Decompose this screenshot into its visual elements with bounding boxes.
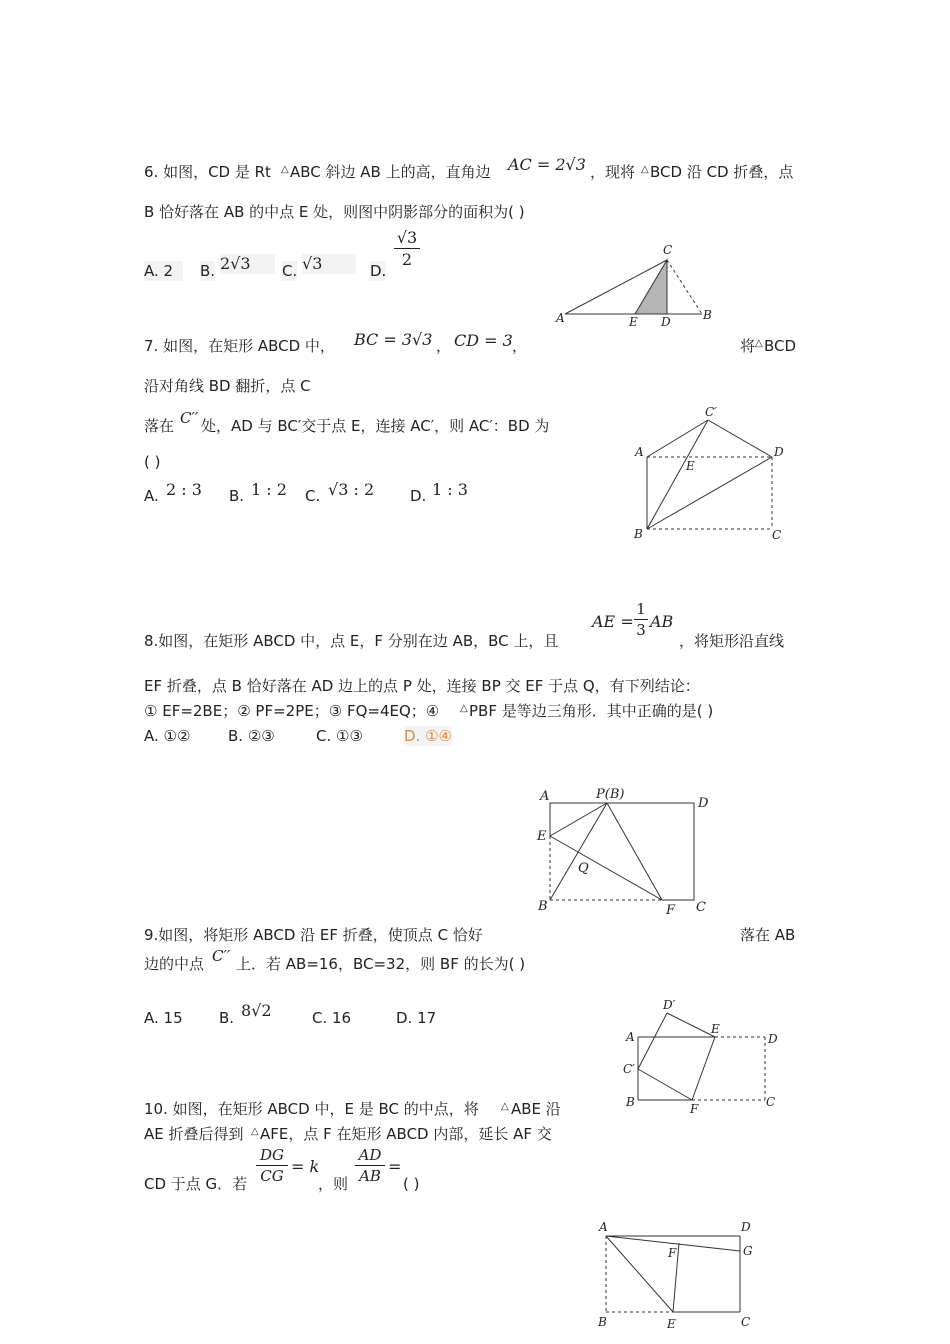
q7-sep2: ， [512,337,528,355]
q6-ac-formula: AC = 2√3 [508,155,586,174]
segment-c-prime-d [708,420,772,457]
q10-figure [590,1215,770,1340]
q7-text-d: 落在 [144,417,175,435]
q10-equals: = [388,1157,402,1176]
point-label-c: C [663,243,673,257]
q10-text-d: AFE，点 F 在矩形 ABCD 内部，延长 AF 交 [260,1125,552,1143]
q10-text-e: CD 于点 G．若 [144,1175,248,1193]
q8-ae-right: AB [650,612,674,631]
point-label-d: D [661,315,671,329]
point-label-e: E [629,315,638,329]
q7-c-prime: C′′ [180,409,199,427]
q9-option-b-value[interactable]: 8√2 [241,1001,272,1020]
q7-figure [630,400,790,545]
q9-option-d[interactable]: D. 17 [396,1009,437,1027]
point-label-c: C [772,528,782,542]
point-label-q: Q [578,861,589,876]
segment-bd [647,457,772,529]
q7-cd-formula: CD = 3 [454,331,513,350]
q7-line2: 沿对角线 BD 翻折，点 C [144,377,311,395]
q6-option-b-label[interactable]: B. [200,262,216,280]
segment-ef [692,1037,715,1100]
q8-ae-left: AE = [592,612,634,631]
q8-option-b[interactable]: B. ②③ [228,727,275,745]
fraction-numerator: DG [259,1146,284,1164]
q6-option-c-value[interactable]: √3 [302,254,356,274]
point-label-b: B [626,1095,635,1109]
q7-line4: ( ) [144,453,161,471]
point-label-a: A [556,311,565,325]
q8-text-d: PBF 是等边三角形．其中正确的是( ) [469,702,714,720]
point-label-d: D [774,445,784,459]
q9-c-prime: C′′ [212,947,231,965]
q8-text-b: ，将矩形沿直线 [679,632,785,650]
point-label-p: P(B) [596,787,625,802]
point-label-b: B [703,308,712,322]
point-label-f: F [690,1102,699,1116]
q6-text-a: 6. 如图，CD 是 Rt [144,163,271,181]
point-label-a: A [635,445,644,459]
q9-text-d: 上．若 AB=16，BC=32，则 BF 的长为( ) [236,955,526,973]
point-label-a: A [599,1220,608,1234]
point-label-e: E [667,1317,676,1331]
triangle-icon: △ [281,164,289,175]
q7-option-a-value[interactable]: 2 : 3 [166,480,202,499]
q10-text-a: 10. 如图，在矩形 ABCD 中，E 是 BC 的中点，将 [144,1100,479,1118]
q8-fraction [634,600,648,639]
q10-text-f: ，则 [318,1175,349,1193]
q7-option-d-value[interactable]: 1 : 3 [432,480,468,499]
point-label-d-prime: D′ [663,998,676,1012]
point-label-c: C [741,1315,751,1329]
segment-c-prime-f [638,1069,692,1100]
q10-fraction-ad-ab [355,1146,385,1185]
point-label-a: A [626,1030,635,1044]
segment-ae [606,1236,673,1312]
q8-text-c: ① EF=2BE；② PF=2PE；③ FQ=4EQ；④ [144,702,440,720]
fraction-numerator: 1 [636,600,646,618]
triangle-icon: △ [755,338,763,349]
point-label-c-prime: C′ [623,1062,635,1076]
q7-option-c-label[interactable]: C. [305,487,321,505]
q9-option-c[interactable]: C. 16 [312,1009,352,1027]
q9-option-a[interactable]: A. 15 [144,1009,183,1027]
q10-text-c: AE 折叠后得到 [144,1125,244,1143]
q10-equals-k: = k [291,1157,320,1176]
q9-option-b-label[interactable]: B. [219,1009,235,1027]
q6-option-a[interactable]: A. 2 [144,261,183,281]
q6-option-d-fraction[interactable] [394,228,420,269]
q8-option-d[interactable]: D. ①④ [404,727,452,745]
q9-text-b: 落在 AB [740,926,796,944]
point-label-b: B [538,899,548,914]
q7-bc-formula: BC = 3√3 [354,330,433,349]
point-label-b: B [634,527,643,541]
q7-text-b: 将 [740,337,756,355]
q7-text-a: 7. 如图，在矩形 ABCD 中， [144,337,335,355]
point-label-e: E [711,1022,720,1036]
q6-option-b-value[interactable]: 2√3 [220,254,275,274]
q8-line2: EF 折叠，点 B 恰好落在 AD 边上的点 P 处，连接 BP 交 EF 于点 Q，有下列结论： [144,677,700,695]
q6-figure [555,243,715,328]
fraction-denominator: 3 [636,621,646,639]
point-label-e: E [686,459,695,473]
q6-option-c-label[interactable]: C. [282,262,298,280]
segment-c-prime-d-prime [638,1013,667,1069]
q6-text-b: ABC 斜边 AB 上的高，直角边 [290,163,491,181]
q9-text-c: 边的中点 [144,955,205,973]
q7-option-a-label[interactable]: A. [144,487,159,505]
point-label-b: B [598,1315,607,1329]
q6-line2: B 恰好落在 AB 的中点 E 处，则图中阴影部分的面积为( ) [144,203,525,221]
segment-ep [550,803,607,836]
q7-option-b-label[interactable]: B. [229,487,245,505]
q7-option-d-label[interactable]: D. [410,487,427,505]
point-label-e: E [537,829,547,844]
triangle-icon: △ [251,1126,259,1137]
point-label-f: F [666,903,676,918]
q9-figure [615,995,790,1115]
q8-option-c[interactable]: C. ①③ [316,727,363,745]
fraction-numerator: √3 [396,228,418,247]
triangle-icon: △ [641,164,649,175]
triangle-icon: △ [460,703,468,714]
point-label-d: D [698,796,709,811]
point-label-g: G [743,1244,753,1258]
segment-cb-dashed [667,260,702,314]
segment-bp [550,803,607,900]
segment-ef [550,836,662,900]
q10-fraction-dg-cg [256,1146,288,1185]
q6-text-d: BCD 沿 CD 折叠，点 [650,163,794,181]
q6-text-c: ，现将 [590,163,636,181]
fraction-denominator: CG [260,1167,284,1185]
q8-figure [530,780,720,920]
fraction-numerator: AD [358,1146,382,1164]
q7-text-c: BCD [764,337,797,355]
segment-ac-prime [647,420,708,457]
point-label-f: F [668,1246,677,1260]
q7-option-b-value[interactable]: 1 : 2 [251,480,287,499]
q9-text-a: 9.如图，将矩形 ABCD 沿 EF 折叠，使顶点 C 恰好 [144,926,483,944]
point-label-c: C [766,1095,776,1109]
point-label-d: D [741,1220,751,1234]
q8-text-a: 8.如图，在矩形 ABCD 中，点 E，F 分别在边 AB，BC 上，且 [144,632,559,650]
triangle-icon: △ [501,1101,509,1112]
q10-text-b: ABE 沿 [511,1100,561,1118]
q8-option-a[interactable]: A. ①② [144,727,191,745]
fraction-denominator: AB [359,1167,381,1185]
q7-text-e: 处，AD 与 BC′交于点 E，连接 AC′，则 AC′：BD 为 [201,417,550,435]
fraction-denominator: 2 [401,250,413,269]
q6-option-d-label[interactable]: D. [370,262,387,280]
rectangle-abcd [550,803,694,900]
segment-pf [607,803,662,900]
point-label-a: A [540,789,550,804]
segment-bc-prime [647,420,708,529]
point-label-c: C [696,900,706,915]
q7-sep: ， [436,337,452,355]
q10-answer-blank: ( ) [403,1175,420,1193]
point-label-d: D [768,1032,778,1046]
segment-d-prime-e [667,1013,715,1037]
point-label-c-prime: C′ [705,405,717,419]
q7-option-c-value[interactable]: √3 : 2 [328,480,375,499]
